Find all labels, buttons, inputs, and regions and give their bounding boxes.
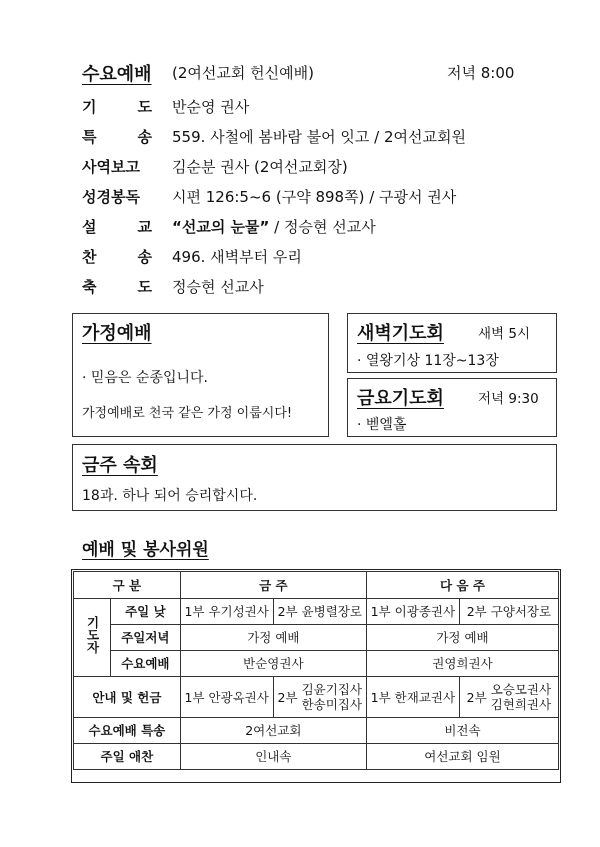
sermon-speaker: / 정승현 선교사 (269, 218, 376, 236)
row-label: 수요예배 특송 (74, 718, 181, 744)
usher-part: 2부 (466, 689, 487, 705)
table-cell: 1부 이광종권사 (366, 599, 459, 625)
table-row (74, 651, 559, 677)
order-row-benediction (82, 276, 562, 302)
table-cell: 가정 예배 (366, 625, 558, 651)
order-label: 사역보고 (82, 158, 140, 176)
order-value: 반순영 권사 (172, 98, 250, 116)
service-time: 저녁 8:00 (447, 64, 515, 82)
order-row-scripture (82, 186, 562, 212)
header-this-week: 금 주 (180, 572, 366, 599)
table-cell: 1부 안광옥권사 (180, 677, 273, 718)
usher-name: 김윤기집사 (301, 682, 362, 697)
table-cell: 2부 구양서장로 (459, 599, 558, 625)
service-title: 수요예배 (82, 64, 152, 85)
friday-prayer-text: · 벧엘홀 (357, 417, 407, 433)
table-cell (273, 677, 366, 718)
committee-table (73, 571, 559, 770)
dawn-prayer-title: 새벽기도회 (357, 323, 444, 344)
table-cell: 여선교회 임원 (366, 744, 558, 770)
row-label: 안내 및 헌금 (74, 677, 181, 718)
order-row-hymn (82, 246, 562, 272)
order-value: 496. 새벽부터 우리 (172, 248, 302, 266)
order-value: 시편 126:5~6 (구약 898쪽) / 구광서 권사 (172, 188, 457, 206)
order-row-special-song (82, 126, 562, 152)
row-label: 주일저녁 (111, 625, 181, 651)
header-next-week: 다 음 주 (366, 572, 558, 599)
committee-title: 예배 및 봉사위원 (82, 540, 209, 560)
row-label: 수요예배 (111, 651, 181, 677)
order-label: 찬 송 (82, 248, 152, 266)
order-value: 김순분 권사 (2여선교회장) (172, 158, 348, 176)
family-worship-title: 가정예배 (82, 323, 152, 344)
table-cell: 2부 윤병렬장로 (273, 599, 366, 625)
order-label: 기 도 (82, 98, 152, 116)
order-label: 특 송 (82, 128, 152, 146)
friday-prayer-title: 금요기도회 (357, 388, 444, 409)
table-row (74, 599, 559, 625)
dawn-prayer-time: 새벽 5시 (478, 326, 531, 342)
dawn-prayer-box (347, 313, 557, 373)
cell-group-box (72, 444, 557, 511)
cell-group-title: 금주 속회 (82, 455, 158, 476)
friday-prayer-time: 저녁 9:30 (478, 391, 539, 407)
order-label: 축 도 (82, 278, 152, 296)
dawn-prayer-text: · 열왕기상 11장~13장 (357, 353, 499, 369)
service-subtitle: (2여선교회 헌신예배) (172, 64, 314, 82)
order-value: 정승현 선교사 (172, 278, 264, 296)
usher-name: 김현희권사 (490, 697, 552, 712)
family-worship-box (72, 313, 329, 437)
table-cell: 권영희권사 (366, 651, 558, 677)
order-row-sermon (82, 216, 562, 242)
table-row (74, 744, 559, 770)
order-label: 설 교 (82, 218, 152, 236)
table-row (74, 718, 559, 744)
family-worship-line1: · 믿음은 순종입니다. (82, 370, 208, 386)
table-cell (459, 677, 558, 718)
table-cell: 1부 우기성권사 (180, 599, 273, 625)
usher-name: 한송미집사 (301, 697, 362, 712)
row-label: 주일 낮 (111, 599, 181, 625)
table-cell: 1부 한재교권사 (366, 677, 459, 718)
table-cell: 반순영권사 (180, 651, 366, 677)
table-header-row (74, 572, 559, 599)
header-category: 구 분 (74, 572, 181, 599)
row-label: 주일 애찬 (74, 744, 181, 770)
usher-part: 2부 (277, 689, 298, 705)
family-worship-line2: 가정예배로 천국 같은 가정 이룹시다! (82, 406, 293, 421)
table-row (74, 625, 559, 651)
friday-prayer-box (347, 378, 557, 437)
order-value: 559. 사철에 봄바람 불어 잇고 / 2여선교회원 (172, 128, 466, 146)
table-cell: 인내속 (180, 744, 366, 770)
table-cell: 2여선교회 (180, 718, 366, 744)
sermon-title: “선교의 눈물” (172, 218, 270, 236)
table-cell: 가정 예배 (180, 625, 366, 651)
table-cell: 비전속 (366, 718, 558, 744)
order-value (172, 216, 376, 237)
cell-group-text: 18과. 하나 되어 승리합시다. (82, 488, 258, 504)
table-row (74, 677, 559, 718)
order-row-prayer (82, 96, 562, 122)
prayer-label: 기도자 (74, 599, 111, 677)
usher-name: 오승모권사 (490, 682, 552, 697)
order-row-report (82, 156, 562, 182)
order-label: 성경봉독 (82, 188, 140, 206)
